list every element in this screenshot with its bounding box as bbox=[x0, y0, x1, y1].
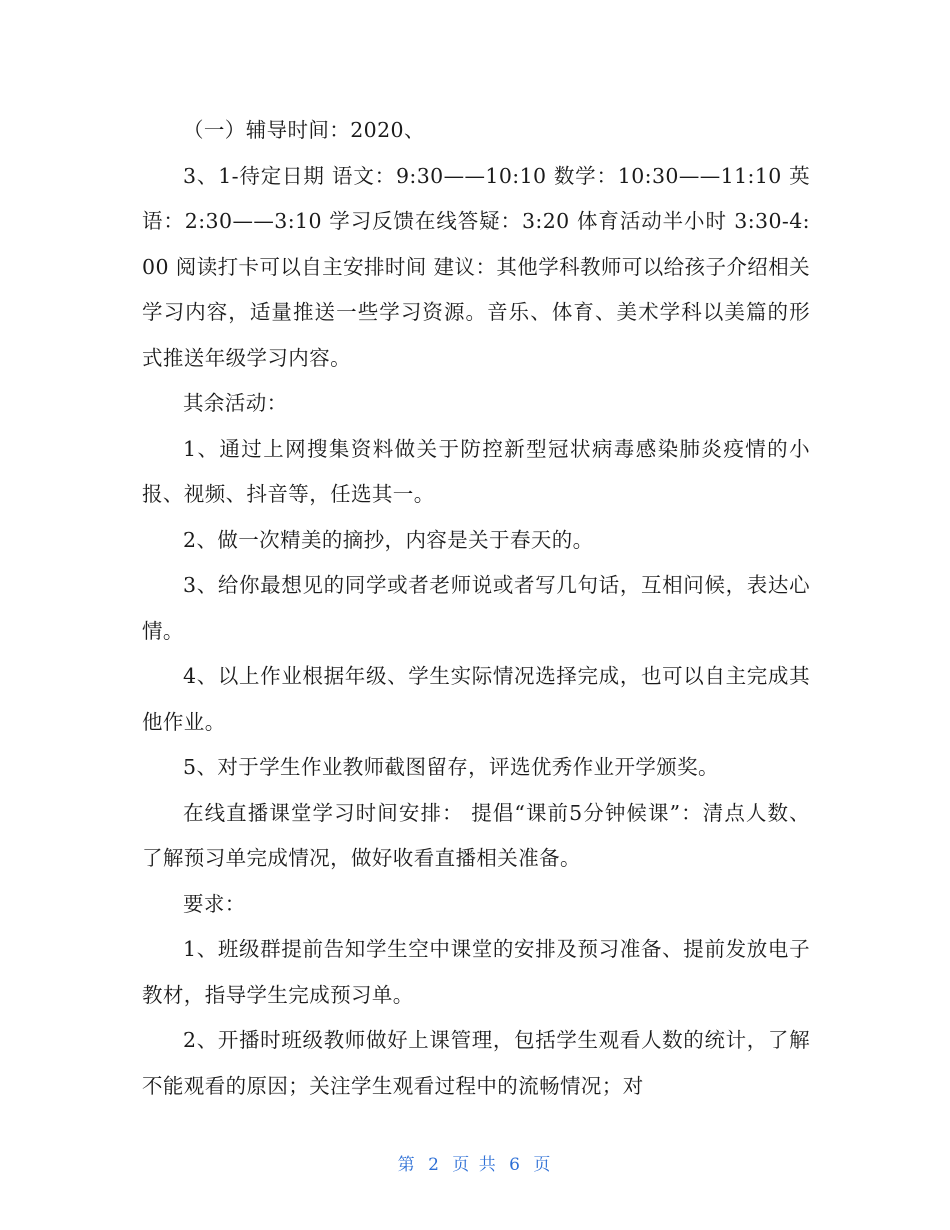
paragraph-activity-3: 3、给你最想见的同学或者老师说或者写几句话，互相问候，表达心情。 bbox=[142, 573, 810, 643]
footer-middle: 页 共 bbox=[452, 1155, 498, 1175]
paragraph-other-activities-heading: 其余活动： bbox=[183, 391, 288, 415]
footer-current-page: 2 bbox=[428, 1155, 441, 1175]
paragraph-activity-5: 5、对于学生作业教师截图留存，评选优秀作业开学颁奖。 bbox=[183, 755, 719, 779]
paragraph-activity-2: 2、做一次精美的摘抄，内容是关于春天的。 bbox=[183, 527, 594, 552]
page-footer bbox=[0, 1150, 950, 1175]
paragraph-requirements-heading: 要求： bbox=[183, 891, 246, 916]
paragraph-activity-1: 1、通过上网搜集资料做关于防控新型冠状病毒感染肺炎疫情的小报、视频、抖音等，任选其一。 bbox=[142, 436, 810, 506]
document-body bbox=[142, 108, 810, 1109]
paragraph-requirement-1: 1、班级群提前告知学生空中课堂的安排及预习准备、提前发放电子教材，指导学生完成预习单。 bbox=[142, 937, 810, 1007]
footer-prefix: 第 bbox=[397, 1155, 417, 1175]
footer-total-pages: 6 bbox=[509, 1155, 522, 1175]
paragraph-live-class-schedule: 在线直播课堂学习时间安排： 提倡“课前5分钟候课”：清点人数、了解预习单完成情况，做好收看直播相关准备。 bbox=[142, 800, 810, 870]
footer-suffix: 页 bbox=[533, 1155, 553, 1175]
paragraph-tutoring-time: （一）辅导时间：2020、 bbox=[183, 118, 425, 142]
paragraph-schedule: 3、1-待定日期 语文：9:30——10:10 数学：10:30——11:10 英语：2:30——3:10 学习反馈在线答疑：3:20 体育活动半小时 3:30-4:00 阅读打卡可以自主安排时间 建议：其他学科教师可以给孩子介绍相关学习内容，适量推送一些学习资源。音乐、体育、美术学科以美篇的形式推送年级学习内容。 bbox=[142, 163, 810, 370]
paragraph-activity-4: 4、以上作业根据年级、学生实际情况选择完成，也可以自主完成其他作业。 bbox=[142, 664, 810, 734]
paragraph-requirement-2: 2、开播时班级教师做好上课管理，包括学生观看人数的统计，了解不能观看的原因；关注学生观看过程中的流畅情况；对 bbox=[142, 1028, 810, 1098]
